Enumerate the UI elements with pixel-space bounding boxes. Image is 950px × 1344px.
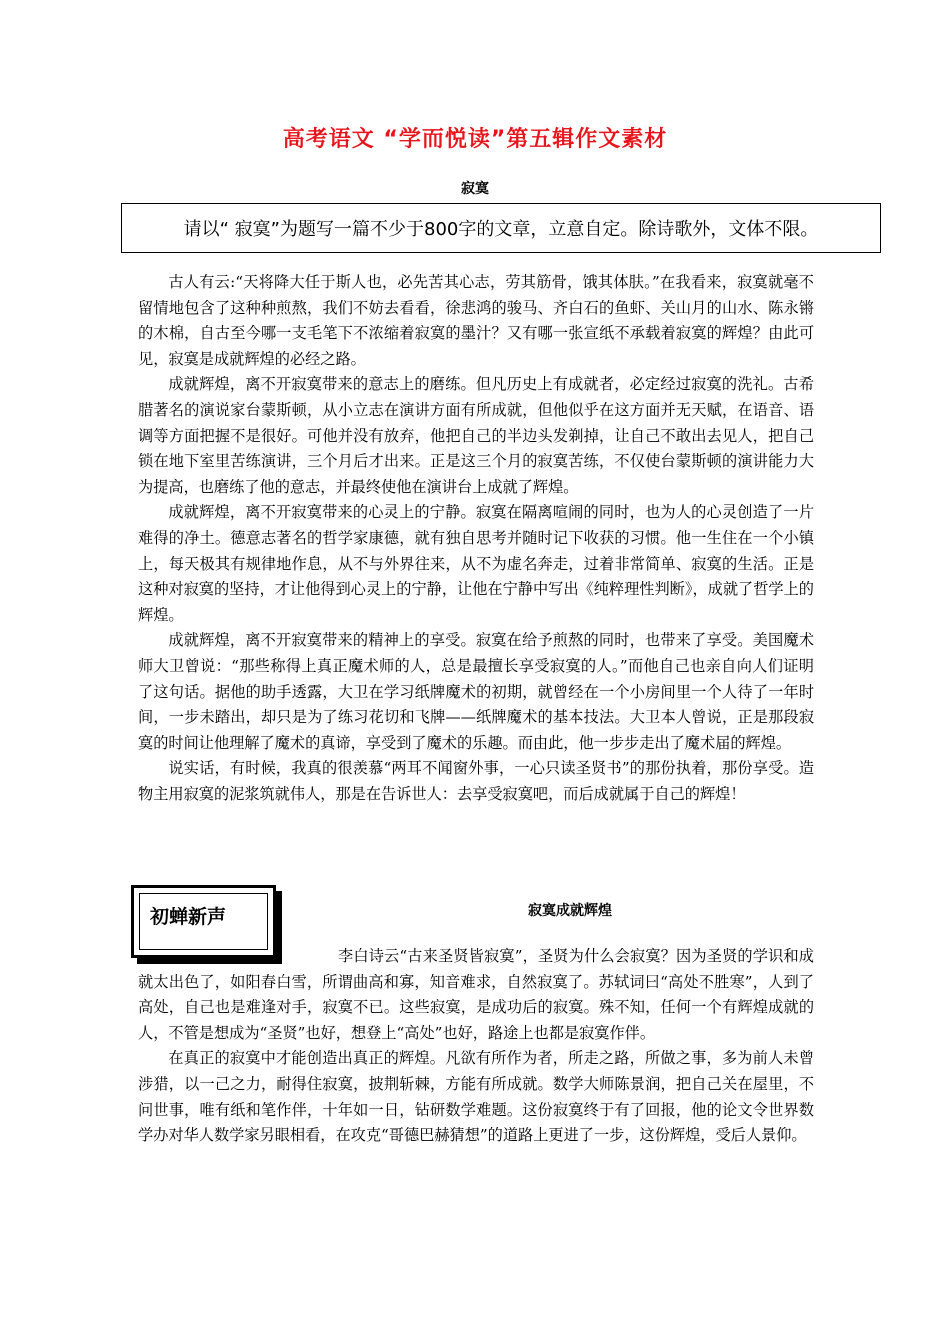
essay-1-paragraph: 说实话，有时候，我真的很羡慕“两耳不闻窗外事，一心只读圣贤书”的那份执着，那份享受。造物主用寂寞的泥浆筑就伟人，那是在告诉世人：去享受寂寞吧，而后成就属于自己的辉煌！ [138, 759, 814, 803]
writing-prompt-box [121, 203, 881, 253]
topic-heading: 寂寞 [461, 181, 489, 197]
essay-2 [138, 944, 814, 1149]
essay-1-paragraph: 成就辉煌，离不开寂寞带来的意志上的磨练。但凡历史上有成就者，必定经过寂寞的洗礼。古希腊著名的演说家台蒙斯顿，从小立志在演讲方面有所成就，但他似乎在这方面并无天赋，在语音、语调等方面把握不是很好。可他并没有放弃，他把自己的半边头发剃掉，让自己不敢出去见人，把自己锁在地下室里苦练演讲，三个月后才出来。正是这三个月的寂寞苦练，不仅使台蒙斯顿的演讲能力大为提高，也磨练了他的意志，并最终使他在演讲台上成就了辉煌。 [138, 375, 814, 496]
essay-1-paragraph: 古人有云:“天将降大任于斯人也，必先苦其心志，劳其筋骨，饿其体肤。”在我看来，寂寞就毫不留情地包含了这种种煎熬，我们不妨去看看，徐悲鸿的骏马、齐白石的鱼虾、关山月的山水、陈永锵的木棉，自古至今哪一支毛笔下不浓缩着寂寞的墨汁？又有哪一张宣纸不承载着寂寞的辉煌？由此可见，寂寞是成就辉煌的必经之路。 [138, 273, 814, 368]
writing-prompt-text: 请以“ 寂寞”为题写一篇不少于800字的文章，立意自定。除诗歌外，文体不限。 [183, 219, 819, 240]
section-label: 初蝉新声 [150, 906, 227, 928]
essay-2-paragraph: 李白诗云“古来圣贤皆寂寞”，圣贤为什么会寂寞？因为圣贤的学识和成就太出色了，如阳春白雪，所谓曲高和寡，知音难求，自然寂寞了。苏轼词曰“高处不胜寒”，人到了高处，自己也是难逢对手，寂寞不已。这些寂寞，是成功后的寂寞。殊不知，任何一个有辉煌成就的人，不管是想成为“圣贤”也好，想登上“高处”也好，路途上也都是寂寞作伴。 [138, 947, 814, 1042]
essay-1 [138, 270, 814, 807]
essay-1-paragraph: 成就辉煌，离不开寂寞带来的心灵上的宁静。寂寞在隔离喧闹的同时，也为人的心灵创造了一片难得的净土。德意志著名的哲学家康德，就有独自思考并随时记下收获的习惯。他一生住在一个小镇上，每天极其有规律地作息，从不与外界往来，从不为虚名奔走，过着非常简单、寂寞的生活。正是这种对寂寞的坚持，才让他得到心灵上的宁静，让他在宁静中写出《纯粹理性判断》，成就了哲学上的辉煌。 [138, 503, 814, 624]
essay-2-paragraph: 在真正的寂寞中才能创造出真正的辉煌。凡欲有所作为者，所走之路，所做之事，多为前人未曾涉猎，以一己之力，耐得住寂寞，披荆斩棘，方能有所成就。数学大师陈景润，把自己关在屋里，不问世事，唯有纸和笔作伴，十年如一日，钻研数学难题。这份寂寞终于有了回报，他的论文令世界数学办对华人数学家另眼相看，在攻克“哥德巴赫猜想”的道路上更进了一步，这份辉煌，受后人景仰。 [138, 1049, 814, 1145]
document-title: 高考语文 “学而悦读”第五辑作文素材 [282, 127, 668, 152]
essay-2-title: 寂寞成就辉煌 [528, 903, 612, 919]
essay-1-paragraph: 成就辉煌，离不开寂寞带来的精神上的享受。寂寞在给予煎熬的同时，也带来了享受。美国魔术师大卫曾说：“那些称得上真正魔术师的人，总是最擅长享受寂寞的人。”而他自己也亲自向人们证明了这句话。据他的助手透露，大卫在学习纸牌魔术的初期，就曾经在一个小房间里一个人待了一年时间，一步未踏出，却只是为了练习花切和飞牌——纸牌魔术的基本技法。大卫本人曾说，正是那段寂寞的时间让他理解了魔术的真谛，享受到了魔术的乐趣。而由此，他一步步走出了魔术届的辉煌。 [138, 631, 814, 752]
